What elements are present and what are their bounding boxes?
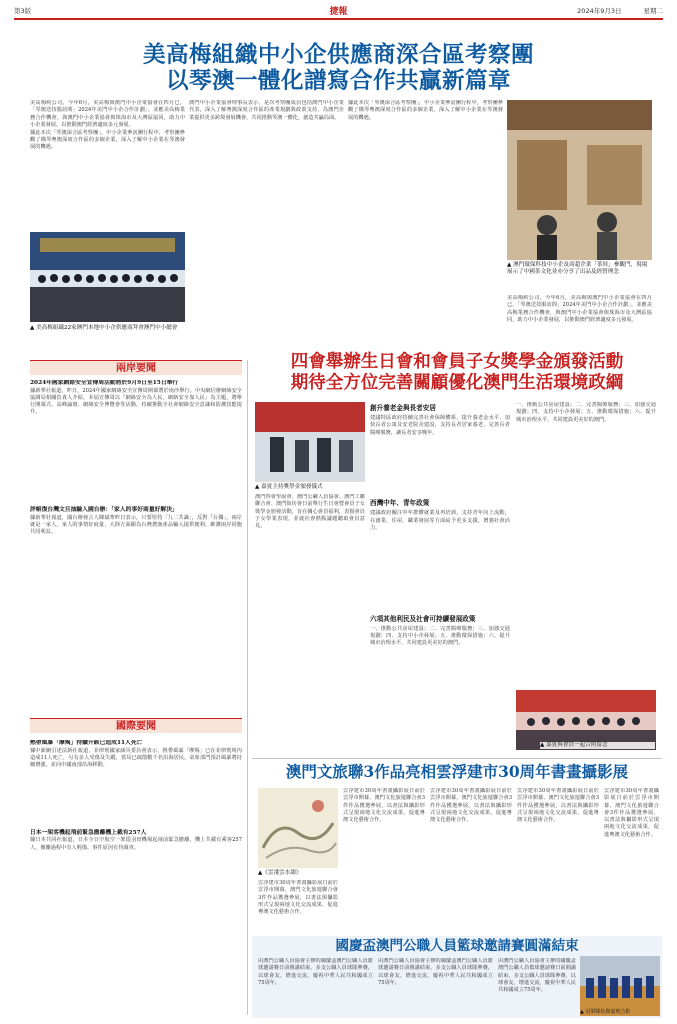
lead-headline-line1: 美高梅組織中小企供應商深合區考察團 — [142, 42, 534, 68]
newspaper-logo: 捷報 — [329, 6, 348, 17]
feature-photo — [255, 402, 365, 482]
feature-body-right — [516, 402, 656, 682]
feature-headline-line2: 期待全方位完善關顧優化澳門生活環境政綱 — [290, 373, 624, 393]
lead-headline — [14, 42, 663, 94]
basketball-body-col2 — [378, 958, 493, 1016]
article-title: 2024年國家網絡安全宣傳周活動將於9月9日至15日舉行 — [30, 380, 179, 386]
article-body: 據日本共同社報道，日本全日空航空一架從羽田機場起飛前緊急撤離，機上共載有乘客257人，撤離過程中有人輕傷。事件原因有待調查。 — [30, 837, 242, 851]
calligraphy-body-col2 — [343, 788, 425, 933]
basketball-body: 由澳門公職人員協會主辦的國慶盃澳門公職人員籃球邀請賽日前圓滿結束，多支公職人員球隊參賽，以球會友，增進交流，慶祝中華人民共和國成立75周年。 — [258, 958, 373, 986]
lead-photo-shop — [507, 100, 652, 260]
issue-weekday: 星期二 — [643, 6, 663, 15]
article-title: 評帳復台灣文旦抽驗入國台辦：「家人的事好商量好解決」 — [30, 507, 178, 514]
feature-section-body: 一、推動公共房屋建設；二、完善醫療服務；三、加強交通規劃；四、支持中小企發展；五、推動環保措施；六、提升城市治理水平，共同建設更美好的澳門。 — [516, 402, 656, 423]
calligraphy-body: 雲浮建市30周年書畫攝影展日前於雲浮市開幕，澳門文化旅遊聯合會3件作品獲選參展，以書法與攝影形式呈現兩地文化交流成果，促進粵澳文化藝術合作。 — [430, 788, 512, 824]
feature-section-title: 六項其他利民及社會可持續發展政策 — [370, 614, 476, 623]
basketball-body: 由澳門公職人員協會主辦的國慶盃澳門公職人員籃球邀請賽日前圓滿結束，多支公職人員球隊參賽，以球會友，增進交流，慶祝中華人民共和國成立75周年。 — [378, 958, 493, 986]
feature-section-body: 建議政府關注中年群體就業及再培訓，支持青年向上流動，在創業、住屋、職業發展等方面給予更多支援，增強社會活力。 — [370, 510, 510, 531]
feature-body-mid — [370, 402, 510, 752]
feature-intro-text: 澳門四會學說會、澳門公職人員協會、澳門工聯聯合會、澳門街坊會日前舉行生日會暨會員子女獎學金頒發活動，旨在關心會員福利，表揚會員子女學業表現，並就社會熱點議題聽取會員意見。 — [255, 494, 365, 530]
cross-strait-news — [30, 380, 242, 635]
lead-photo-group — [30, 232, 185, 322]
calligraphy-body: 雲浮建市30周年書畫攝影展日前於雲浮市開幕，澳門文化旅遊聯合會3件作品獲選參展，以書法與攝影形式呈現兩地文化交流成果，促進粵澳文化藝術合作。 — [517, 788, 599, 824]
page-header — [14, 3, 663, 17]
article-body: 據新華社報道，國台辦發言人陳斌華昨日表示，只要堅持「九二共識」，反對「台獨」，兩岸就是一家人，家人的事情好商量，大陸方面願為台灣農漁產品輸入提供便利，維護兩岸同胞共同利益。 — [30, 514, 242, 536]
article-title: 日本一架客機起飛前緊急撤離機上載有257人 — [30, 829, 147, 836]
group-photo-image — [30, 232, 185, 322]
calligraphy-headline: 澳門文旅聯3作品亮相雲浮建市30周年書畫攝影展 — [285, 762, 629, 781]
feature-headline-line1: 四會舉辦生日會和會員子女獎學金頒發活動 — [290, 352, 624, 372]
lead-photo2-caption: ▲ 澳門環保科技中小企及商超企業「茶娃」參觀門，現場展示了中國茶文化並亦分享了出品及經營理念 — [507, 262, 648, 275]
calligraphy-body: 雲浮建市30周年書畫攝影展日前於雲浮市開幕，澳門文化旅遊聯合會3件作品獲選參展，以書法與攝影形式呈現兩地文化交流成果，促進粵澳文化藝術合作。 — [258, 880, 338, 916]
member-photo-image — [516, 690, 656, 750]
column-divider — [247, 360, 248, 1015]
basketball-team-image — [580, 956, 660, 1016]
calligraphy-body: 雲浮建市30周年書畫攝影展日前於雲浮市開幕，澳門文化旅遊聯合會3件作品獲選參展，以書法與攝影形式呈現兩地文化交流成果，促進粵澳文化藝術合作。 — [343, 788, 425, 824]
lead-headline-line2: 以琴澳一體化譜寫合作共贏新篇章 — [165, 68, 511, 94]
calligraphy-body-col4 — [517, 788, 599, 933]
basketball-photo — [580, 956, 660, 1016]
basketball-headline: 國慶盃澳門公職人員籃球邀請賽圓滿結束 — [335, 938, 579, 954]
feature-section-body: 建議特區政府持續完善社會保障體系，提升養老金水平，加快長者公寓及安老院舍建設，支持長者居家養老，完善長者醫療服務，讓長者安享晚年。 — [370, 415, 510, 436]
feature-section-title: 創升養老金與長者安居 — [370, 404, 436, 412]
basketball-body-col1 — [258, 958, 373, 1016]
calligraphy-photo — [258, 788, 338, 868]
international-news — [30, 740, 242, 1010]
calligraphy-artwork-image — [258, 788, 338, 868]
shop-photo-image — [507, 100, 652, 260]
header-rule — [14, 18, 663, 20]
article-body: 據中新網引述法新社報道，菲律賓國家減災委員會表示，熱帶風暴「摩羯」已在菲律賓境內造成11人死亡，另有多人受傷及失蹤，當局已疏散數千名沿海居民。氣象部門預計風暴將持續增強，並向中國南部沿海移動。 — [30, 747, 242, 769]
ceremony-photo-image — [255, 402, 365, 482]
issue-date: 2024年9月3日 — [577, 6, 622, 15]
section-head-international: 國際要聞 — [30, 718, 242, 733]
lead-body-col2 — [189, 100, 344, 330]
feature-headline — [252, 352, 662, 394]
calligraphy-body-col3 — [430, 788, 512, 933]
basketball-photo-caption: ▲ 冠軍隊伍與嘉賓合影 — [580, 1009, 631, 1015]
article-title: 熱帶風暴「摩羯」持續升級已造成11人死亡 — [30, 740, 143, 746]
page-number: 第3版 — [14, 6, 32, 15]
lead-body-col4 — [507, 295, 652, 350]
lead-paragraph: 澳門中小企業協會理事長表示，是次考察團成員包括澳門中小企業代表，深入了解粵澳深度合作區的產業規劃與政策支持，為澳門企業提供更多跨境發展機會，共同推動琴澳一體化，創造共贏局面。 — [189, 100, 344, 121]
lead-body-col3 — [348, 100, 503, 345]
feature-photo2-caption: ▲ 嘉賓與會員一起合照留念 — [540, 742, 655, 749]
calligraphy-body-col1 — [258, 880, 338, 935]
lead-paragraph: 據此本次「琴澳深合區考察團」，中小企業參訪團行程中，考察團參觀了橫琴粵澳深度合作區的多個企業，深入了解中小企業在琴澳發展的機遇。 — [348, 100, 503, 121]
basketball-body-col3 — [498, 958, 576, 1016]
feature-section-title: 西灣中年、青年政策 — [370, 499, 430, 508]
section-head-cross-strait: 兩岸要聞 — [30, 360, 242, 375]
lead-paragraph: 美高梅約公司，今年6月，美高梅與澳門中小企業協會在四月已，「琴澳送技服訪問」2024年美門中小企合作計劃」。並應美高梅業務合作機會，與澳門中小企業協會與珠海市及大灣區協同，助力中小企業發展，以推動澳門經濟適度多元發展。 — [507, 295, 652, 323]
calligraphy-body-col5 — [604, 788, 659, 933]
lead-paragraph: 據此本次「琴澳深合區考察團」，中小企業參訪團行程中，考察團參觀了橫琴粵澳深度合作區的多個企業，深入了解中小企業在琴澳發展的機遇。 — [30, 129, 185, 151]
calligraphy-photo-caption: ▲《雲淺雲水韻》 — [258, 870, 302, 876]
feature-photo-caption: ▲ 嘉賓主持獎學金頒發儀式 — [255, 484, 323, 490]
feature-intro — [255, 494, 365, 744]
feature-photo-group — [516, 690, 656, 750]
lead-photo-caption: ▲ 美高梅組織22家澳門本地中小企供應商拜會澳門中小總會 — [30, 325, 178, 331]
feature-section-body: 一、推動公共房屋建設；二、完善醫療服務；三、加強交通規劃；四、支持中小企發展；五、推動環保措施；六、提升城市治理水平，共同建設更美好的澳門。 — [370, 625, 510, 647]
basketball-body: 由澳門公職人員協會主辦的國慶盃澳門公職人員籃球邀請賽日前圓滿結束，多支公職人員球隊參賽，以球會友，增進交流，慶祝中華人民共和國成立75周年。 — [498, 958, 576, 994]
section-divider — [252, 758, 662, 759]
article-body: 據新華社報道，昨日，2024年國家網絡安全宣傳周開幕將於南沙舉行。中央網信辦網絡安全協調局相關負責人介紹，本屆宣傳周以「網絡安全為人民，網絡安全靠人民」為主題，將舉行開幕式、高峰論壇、網絡安全博覽會等活動，持續推動全社會網絡安全意識和防護技能提升。 — [30, 387, 242, 416]
lead-paragraph: 美高梅約公司，今年6月，美高梅與澳門中小企業協會在四月已，「琴澳送技服訪問」2024年美門中小企合作計劃」。並應美高梅業務合作機會，與澳門中小企業協會與珠海市及大灣區協同，助力中小企業發展，以推動澳門經濟適度多元發展。 — [30, 100, 185, 128]
calligraphy-body: 雲浮建市30周年書畫攝影展日前於雲浮市開幕，澳門文化旅遊聯合會3件作品獲選參展，以書法與攝影形式呈現兩地文化交流成果，促進粵澳文化藝術合作。 — [604, 788, 659, 838]
